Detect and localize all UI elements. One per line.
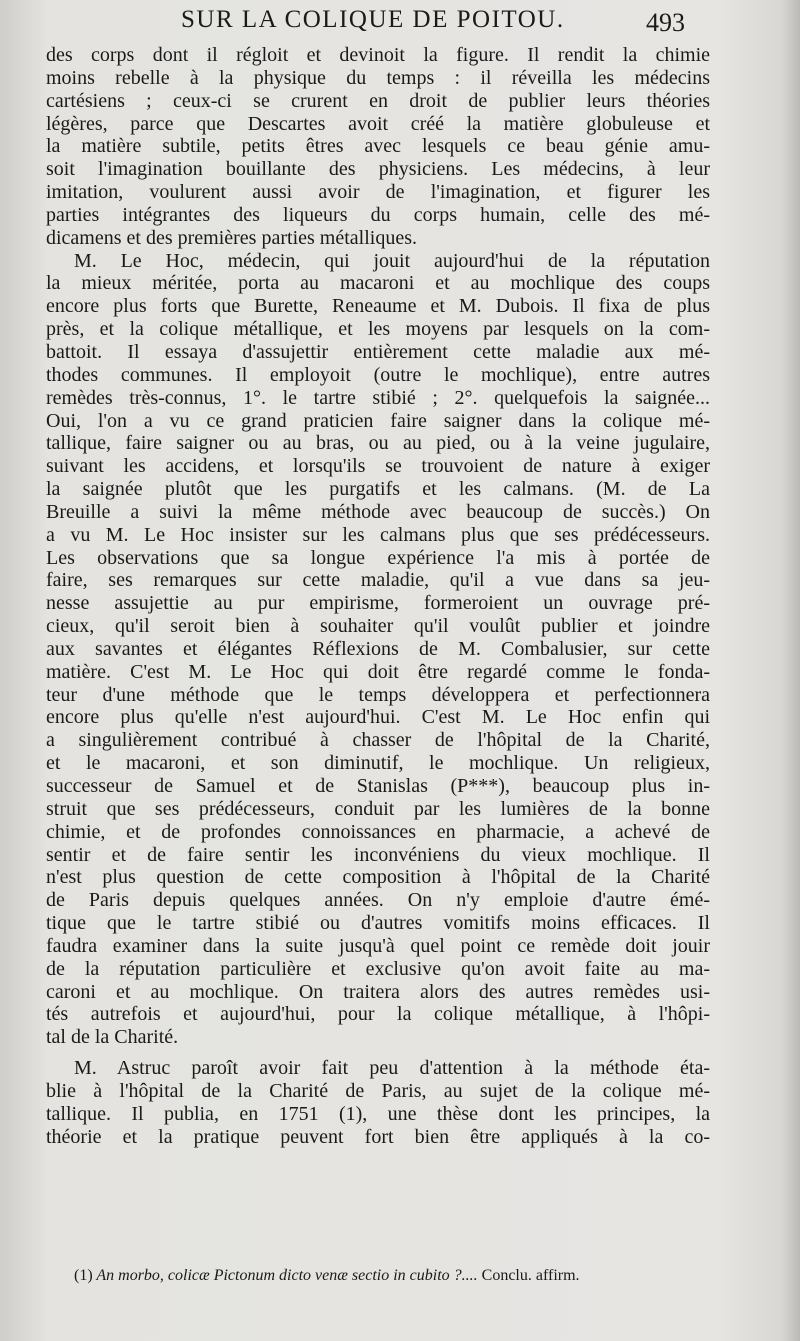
page-number: 493 — [646, 8, 685, 37]
footnote-mark: (1) — [74, 1267, 93, 1284]
text-line: dicamens et des premières parties métalliques. — [46, 226, 417, 249]
text-line: successeur de Samuel et de Stanislas (P***), beaucoup plus in- — [46, 775, 710, 797]
text-line: chimie, et de profondes connoissances en pharmacie, a achevé de — [46, 820, 710, 843]
text-line: théorie et la pratique peuvent fort bien être appliqués à la co- — [46, 1125, 710, 1148]
text-line: soit l'imagination bouillante des physiciens. Les médecins, à leur — [46, 158, 710, 181]
text-line: a vu M. Le Hoc insister sur les calmans plus que ses prédécesseurs. — [46, 523, 710, 546]
paragraph — [46, 250, 710, 1050]
text-line: aux savantes et élégantes Réflexions de M. Combalusier, sur cette — [46, 637, 710, 660]
page-edge-shadow — [782, 0, 800, 1341]
text-line: tal de la Charité. — [46, 1026, 179, 1049]
text-line: matière. C'est M. Le Hoc qui doit être regardé comme le fonda- — [46, 660, 710, 683]
text-line: la mieux méritée, porta au macaroni et au mochlique des coups — [46, 272, 710, 295]
text-line: encore plus forts que Burette, Reneaume et M. Dubois. Il fixa de plus — [46, 295, 710, 318]
text-line: tallique. Il publia, en 1751 (1), une thèse dont les principes, la — [46, 1102, 710, 1125]
text-line: sentir et de faire sentir les inconvéniens du vieux mochlique. Il — [46, 843, 710, 866]
paragraph — [46, 1057, 710, 1148]
text-line: remèdes très-connus, 1°. le tartre stibié ; 2°. quelquefois la saignée... — [46, 386, 710, 409]
text-line: tallique, faire saigner ou au bras, ou au pied, ou à la veine jugulaire, — [46, 432, 710, 455]
text-line: de Paris depuis quelques années. On n'y emploie d'autre émé- — [46, 889, 710, 912]
text-line: Breuille a suivi la même méthode avec beaucoup de succès.) On — [46, 500, 710, 523]
footnote-conclusion: Conclu. affirm. — [481, 1267, 580, 1284]
footnote — [74, 1266, 710, 1286]
running-head — [46, 6, 710, 40]
text-line: n'est plus question de cette composition à l'hôpital de la Charité — [46, 866, 710, 889]
text-line: nesse assujettie au pur empirisme, formeroient un ouvrage pré- — [46, 592, 710, 615]
text-line: près, et la colique métallique, et les moyens par lesquels on la com- — [46, 318, 710, 341]
text-line: et le macaroni, et son diminutif, le mochlique. Un religieux, — [46, 752, 710, 775]
text-line: cartésiens ; ceux-ci se crurent en droit de publier leurs théories — [46, 89, 710, 112]
text-line: faudra examiner dans la suite jusqu'à quel point ce remède doit jouir — [46, 934, 710, 957]
text-line: teur d'une méthode que le temps développera et perfectionnera — [46, 683, 710, 706]
text-line: a singulièrement contribué à chasser de l'hôpital de la Charité, — [46, 729, 710, 752]
text-line: faire, ses remarques sur cette maladie, qu'il a vue dans sa jeu- — [46, 569, 710, 592]
text-line: battoit. Il essaya d'assujettir entièrement cette maladie aux mé- — [46, 340, 710, 363]
text-line: de la réputation particulière et exclusive qu'on avoit faite au ma- — [46, 957, 710, 980]
text-line: parties intégrantes des liqueurs du corps humain, celle des mé- — [46, 203, 710, 226]
text-line: la matière subtile, petits êtres avec lesquels ce beau génie amu- — [46, 135, 710, 158]
text-line: cieux, qu'il seroit bien à souhaiter qu'il voulût publier et joindre — [46, 615, 710, 638]
text-line: la saignée plutôt que les purgatifs et les calmans. (M. de La — [46, 478, 710, 501]
text-line: Les observations que sa longue expérience l'a mis à portée de — [46, 546, 710, 569]
text-line: blie à l'hôpital de la Charité de Paris, au sujet de la colique mé- — [46, 1079, 710, 1102]
paragraph — [46, 44, 710, 250]
running-title: SUR LA COLIQUE DE POITOU. — [181, 6, 565, 33]
text-line: imitation, voulurent aussi avoir de l'imagination, et figurer les — [46, 181, 710, 204]
text-line: tique que le tartre stibié ou d'autres vomitifs moins efficaces. Il — [46, 912, 710, 935]
footnote-text: An morbo, colicæ Pictonum dicto venæ sectio in cubito ?.... — [96, 1267, 478, 1284]
text-line: M. Astruc paroît avoir fait peu d'attention à la méthode éta- — [74, 1057, 710, 1080]
text-line: des corps dont il régloit et devinoit la figure. Il rendit la chimie — [46, 44, 710, 66]
text-line: thodes communes. Il employoit (outre le mochlique), entre autres — [46, 363, 710, 386]
text-line: suivant les accidens, et lorsqu'ils se trouvoient de nature à exiger — [46, 455, 710, 478]
text-line: struit que ses prédécesseurs, conduit par les lumières de la bonne — [46, 797, 710, 820]
text-line: M. Le Hoc, médecin, qui jouit aujourd'hui de la réputation — [74, 249, 710, 272]
body-text — [46, 44, 710, 1149]
text-line: encore plus qu'elle n'est aujourd'hui. C'est M. Le Hoc enfin qui — [46, 706, 710, 729]
paragraph-gap — [46, 1049, 710, 1057]
text-line: caroni et au mochlique. On traitera alors des autres remèdes usi- — [46, 980, 710, 1003]
text-line: moins rebelle à la physique du temps : il réveilla les médecins — [46, 66, 710, 89]
text-line: tés autrefois et aujourd'hui, pour la colique métallique, à l'hôpi- — [46, 1003, 710, 1026]
text-line: légères, parce que Descartes avoit créé la matière globuleuse et — [46, 112, 710, 135]
text-line: Oui, l'on a vu ce grand praticien faire saigner dans la colique mé- — [46, 409, 710, 432]
